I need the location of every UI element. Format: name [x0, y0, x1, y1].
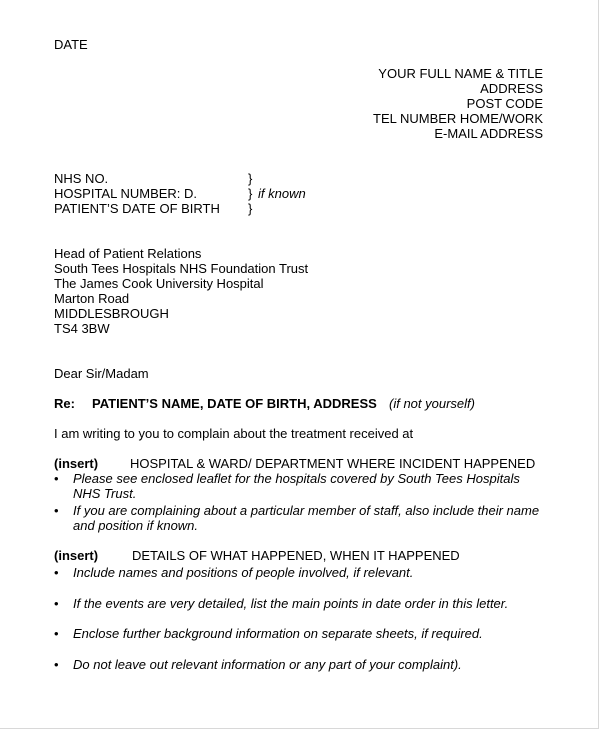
insert-label-1: (insert)	[54, 456, 99, 471]
sender-address: ADDRESS	[480, 81, 543, 96]
insert-label-2: (insert)	[54, 548, 99, 563]
section1-bullet2-line2: and position if known.	[73, 518, 199, 533]
bullet-icon: •	[54, 503, 59, 518]
recipient-line-1: Head of Patient Relations	[54, 246, 202, 261]
hospital-number-label: HOSPITAL NUMBER: D.	[54, 186, 198, 201]
bullet-icon: •	[54, 657, 59, 672]
brace-3: }	[248, 201, 253, 216]
salutation: Dear Sir/Madam	[54, 366, 149, 381]
section1-heading: HOSPITAL & WARD/ DEPARTMENT WHERE INCIDENT HAPPENED	[130, 456, 536, 471]
sender-name-title: YOUR FULL NAME & TITLE	[378, 66, 543, 81]
section2-bullet3: Enclose further background information on separate sheets, if required.	[73, 626, 483, 641]
re-label: Re:	[54, 396, 75, 411]
recipient-line-5: MIDDLESBROUGH	[54, 306, 169, 321]
bullet-icon: •	[54, 565, 59, 580]
recipient-line-6: TS4 3BW	[54, 321, 110, 336]
nhs-no-label: NHS NO.	[54, 171, 109, 186]
section2-bullet4: Do not leave out relevant information or any part of your complaint).	[73, 657, 462, 672]
re-note: (if not yourself)	[389, 396, 475, 411]
bullet-icon: •	[54, 626, 59, 641]
sender-post-code: POST CODE	[466, 96, 543, 111]
date-label: DATE	[54, 37, 88, 52]
bullet-icon: •	[54, 596, 59, 611]
bullet-icon: •	[54, 471, 59, 486]
section2-bullet2: If the events are very detailed, list the main points in date order in this letter.	[73, 596, 509, 611]
section1-bullet1-line1: Please see enclosed leaflet for the hospitals covered by South Tees Hospitals	[73, 471, 520, 486]
recipient-line-2: South Tees Hospitals NHS Foundation Trust	[54, 261, 309, 276]
intro-text: I am writing to you to complain about the treatment received at	[54, 426, 414, 441]
dob-label: PATIENT’S DATE OF BIRTH	[54, 201, 220, 216]
brace-2: }	[248, 186, 253, 201]
section1-bullet2-line1: If you are complaining about a particular member of staff, also include their name	[73, 503, 540, 518]
re-subject: PATIENT’S NAME, DATE OF BIRTH, ADDRESS	[92, 396, 377, 411]
section2-heading: DETAILS OF WHAT HAPPENED, WHEN IT HAPPENED	[132, 548, 460, 563]
recipient-line-3: The James Cook University Hospital	[54, 276, 264, 291]
brace-1: }	[248, 171, 253, 186]
section1-bullet1-line2: NHS Trust.	[73, 486, 137, 501]
sender-tel: TEL NUMBER HOME/WORK	[373, 111, 543, 126]
recipient-line-4: Marton Road	[54, 291, 130, 306]
if-known-note: if known	[258, 186, 306, 201]
section2-bullet1: Include names and positions of people involved, if relevant.	[73, 565, 414, 580]
sender-email: E-MAIL ADDRESS	[434, 126, 543, 141]
